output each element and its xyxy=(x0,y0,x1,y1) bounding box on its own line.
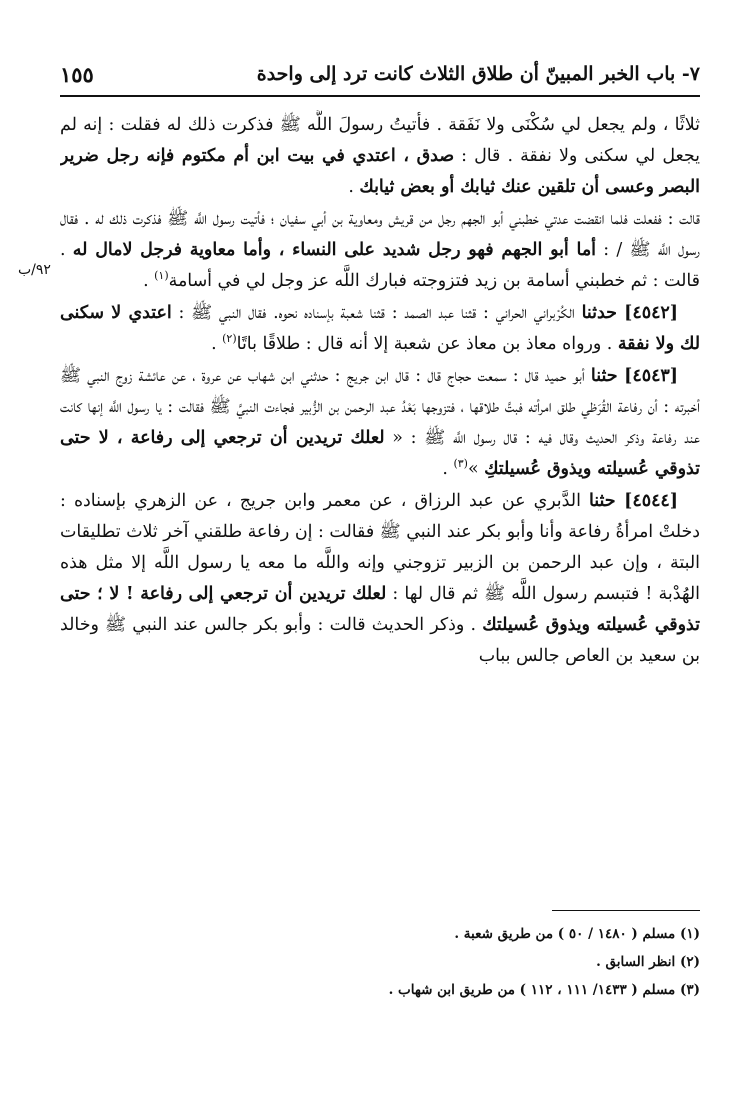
hadith-paragraph xyxy=(60,361,700,485)
bold-text: [٤٥٤٢] حدثنا xyxy=(581,303,678,323)
text-run: . xyxy=(143,271,155,291)
text-run: الكُرْبراني الحراني : قثنا عبد الصمد : قثنا شعبة بإسناده نحوه. فقال النبي ﷺ : xyxy=(171,303,582,323)
text-run: ثلاثًا ، ولم يجعل لي سُكْنَى ولا نَفَقة . فأتيتُ رسولَ اللَّه ﷺ فذكرت ذلك له فقلت : إنه لم يجعل لي سكنى ولا نفقة . قال : xyxy=(60,115,700,166)
text-paragraph xyxy=(60,110,700,203)
footnote-2: (٢) انظر السابق . xyxy=(596,954,700,970)
main-text xyxy=(60,110,700,900)
margin-folio-note: ٩٢/ب xyxy=(18,262,51,278)
text-run: . وذكر الحديث قالت : وأبو بكر جالس عند النبي ﷺ وخالد بن سعيد بن العاص جالس بباب xyxy=(60,615,700,666)
footnote-1: (١) مسلم ( ١٤٨٠ / ٥٠ ) من طريق شعبة . xyxy=(454,926,700,942)
text-run: » xyxy=(467,459,485,479)
footnote-ref: (٢) xyxy=(222,332,237,346)
text-run: . ورواه معاذ بن معاذ عن شعبة إلا أنه قال : طلاقًا باتًا xyxy=(236,334,618,354)
text-paragraph xyxy=(60,204,700,297)
footnote-ref: (١) xyxy=(154,269,169,283)
chapter-title: ٧- باب الخبر المبينّ أن طلاق الثلاث كانت ترد إلى واحدة xyxy=(256,63,700,85)
text-run: . xyxy=(442,459,454,479)
footnote-ref: (٣) xyxy=(453,457,468,471)
text-run: الدَّبري عن عبد الرزاق ، عن معمر وابن جريج ، عن الزهري بإسناده : دخلتْ امرأةُ رفاعة وأنا وأبو بكر عند النبي ﷺ فقالت : إن رفاعة طلقني آخر ثلاث تطليقات البتة ، وإن عبد الرحمن بن الزبير تزوجني وإنه واللَّه ما معه يا رسول اللَّه إلا مثل هذه الهُدْبة ! فتبسم رسول اللَّه ﷺ ثم قال لها : xyxy=(60,491,700,604)
hadith-paragraph xyxy=(60,298,700,360)
bold-text: صدق ، اعتدي في بيت ابن أم مكتوم فإنه رجل ضرير البصر وعسى أن تلقين عنك ثيابك أو بعض ثيابك xyxy=(60,146,700,197)
footnotes xyxy=(60,920,700,1004)
header-divider xyxy=(60,95,700,97)
footnote-divider xyxy=(552,910,700,911)
text-run: . xyxy=(211,334,223,354)
running-header xyxy=(60,56,700,92)
text-run: . xyxy=(348,177,360,197)
bold-text: لعلك تريدين أن ترجعي إلى رفاعة ! لا ؛ حتى تذوقي عُسيلته ويذوق عُسيلتك xyxy=(60,584,700,635)
text-run: . قالت : ثم خطبني أسامة بن زيد فتزوجته فبارك اللَّه عز وجل لي في أسامة xyxy=(60,240,700,291)
bold-text: اعتدي لا سكنى لك ولا نفقة xyxy=(60,303,700,354)
footnote-3: (٣) مسلم ( ١٤٣٣/ ١١١ ، ١١٢ ) من طريق ابن شهاب . xyxy=(388,982,700,998)
text-run: أبو حميد قال : سمعت حجاج قال : قال ابن جريج : حدثني ابن شهاب عن عروة ، عن عائشة زوج النبي ﷺ أخبرته : أن رفاعة القُرَظي طلق امرأته فبتَّ طلاقها ، فتزوجها بَعْدُ عبد الرحمن بن الزُّبير فجاءت النبيَّ ﷺ فقالت : يا رسول اللَّه إنها كانت عند رفاعة وذكر الحديث وقال فيه : قال رسول اللَّه ﷺ : « xyxy=(60,366,700,448)
bold-text: أما أبو الجهم فهو رجل شديد على النساء ، وأما معاوية فرجل لامال له xyxy=(72,240,596,260)
hadith-paragraph xyxy=(60,486,700,672)
bold-text: لعلك تريدين أن ترجعي إلى رفاعة ، لا حتى تذوقي عُسيلته ويذوق عُسيلتكِ xyxy=(60,428,700,479)
bold-text: [٤٥٤٣] حثنا xyxy=(590,366,678,386)
bold-text: [٤٥٤٤] حثنا xyxy=(589,491,678,511)
text-run: قالت : ففعلت فلما انقضت عدتي خطبني أبو الجهم رجل من قريش ومعاوية بن أبي سفيان ؛ فأتيت رسول اللَّه ﷺ فذكرت ذلك له . فقال رسول اللَّه ﷺ / : xyxy=(60,209,700,260)
page-number: ١٥٥ xyxy=(60,61,94,87)
